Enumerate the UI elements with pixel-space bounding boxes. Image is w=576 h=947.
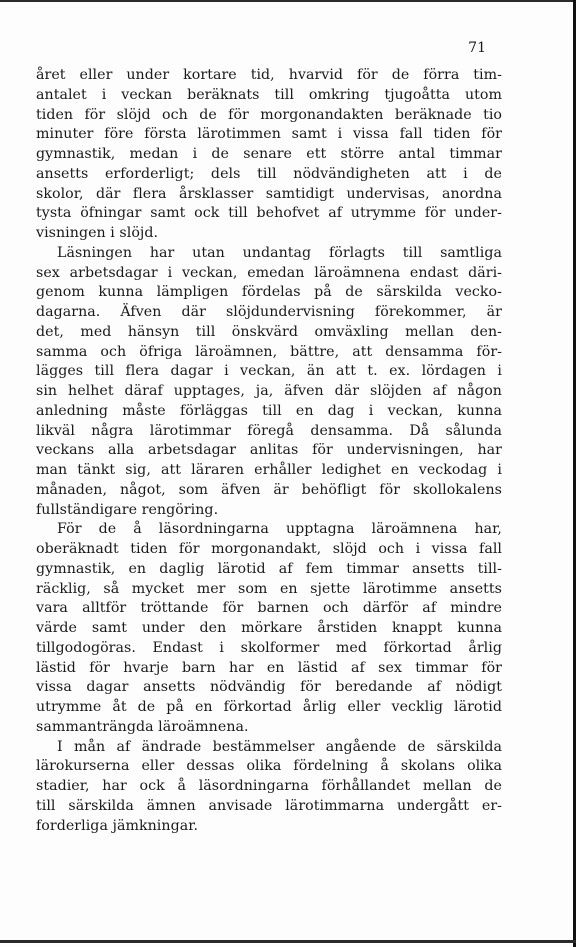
text-line: visningen i slöjd. (36, 225, 159, 241)
text-line: utrymme åt de på en förkortad årlig eller vecklig lärotid (36, 699, 502, 715)
bottom-edge-rule (0, 940, 576, 943)
text-line: det, med hänsyn till önskvärd omväxling mellan den- (36, 323, 502, 340)
text-line: Läsningen har utan undantag förlagts till samtliga (57, 244, 502, 261)
text-line: ansetts erforderligt; dels till nödvändigheten att i de (36, 165, 502, 182)
text-line: tysta öfningar samt ock till behofvet af utrymme för under- (36, 205, 502, 222)
page-number: 71 (468, 40, 486, 56)
text-line: sin helhet däraf upptages, ja, äfven där slöjden af någon (36, 383, 502, 399)
text-line: gymnastik, en daglig lärotid af fem timmar ansetts till- (36, 560, 502, 577)
text-line: För de å läsordningarna upptagna läroämnena har, (57, 521, 502, 538)
text-line: räcklig, så mycket mer som en sjette lärotimme ansetts (36, 580, 502, 597)
body-text (36, 66, 502, 836)
text-line: fullständigare rengöring. (36, 501, 219, 518)
text-line: till särskilda ämnen anvisade lärotimmarna undergått er- (36, 797, 502, 814)
text-line: genom kunna lämpligen fördelas på de särskilda vecko- (36, 284, 502, 301)
text-line: veckans alla arbetsdagar anlitas för undervisningen, har (36, 442, 502, 459)
text-line: I mån af ändrade bestämmelser angående de särskilda (57, 738, 502, 755)
text-line: samma och öfriga läroämnen, bättre, att densamma för- (36, 343, 502, 360)
text-line: forderliga jämkningar. (36, 817, 199, 834)
text-line: anledning måste förläggas till en dag i veckan, kunna (36, 402, 502, 419)
text-line: dagarna. Äfven där slöjdundervisning förekommer, är (36, 304, 502, 320)
text-line: vissa dagar ansetts nödvändig för beredande af nödigt (36, 679, 502, 696)
text-line: antalet i veckan beräknats till omkring tjugoåtta utom (36, 86, 502, 103)
text-line: skolor, där flera årsklasser samtidigt undervisas, anordna (36, 185, 502, 202)
text-line: tillgodogöras. Endast i skolformer med förkortad årlig (36, 639, 502, 656)
text-line: sex arbetsdagar i veckan, emedan läroämnena endast däri- (36, 264, 502, 281)
text-line: tiden för slöjd och de för morgonandakten beräknade tio (36, 106, 502, 123)
text-line: lästid för hvarje barn har en lästid af sex timmar för (36, 659, 502, 676)
text-line: minuter före första lärotimmen samt i vissa fall tiden för (36, 126, 502, 143)
text-line: vara alltför tröttande för barnen och därför af mindre (36, 600, 502, 617)
text-line: lärokurserna eller dessas olika fördelning å skolans olika (36, 758, 502, 775)
text-line: gymnastik, medan i de senare ett större antal timmar (36, 146, 502, 162)
text-line: värde samt under den mörkare årstiden knappt kunna (36, 620, 502, 636)
text-line: stadier, har ock å läsordningarna förhållandet mellan de (36, 778, 502, 794)
top-edge-rule (0, 0, 576, 2)
text-line: månaden, något, som äfven är behöfligt för skollokalens (36, 481, 502, 498)
text-line: likväl några lärotimmar föregå densamma. Då sålunda (36, 422, 502, 439)
text-line: sammanträngda läroämnena. (36, 718, 249, 735)
text-line: man tänkt sig, att läraren erhåller ledighet en veckodag i (36, 462, 502, 478)
text-line: året eller under kortare tid, hvarvid för de förra tim- (36, 67, 502, 83)
text-line: lägges till flera dagar i veckan, än att t. ex. lördagen i (36, 363, 502, 380)
text-line: oberäknadt tiden för morgonandakt, slöjd och i vissa fall (36, 541, 502, 557)
